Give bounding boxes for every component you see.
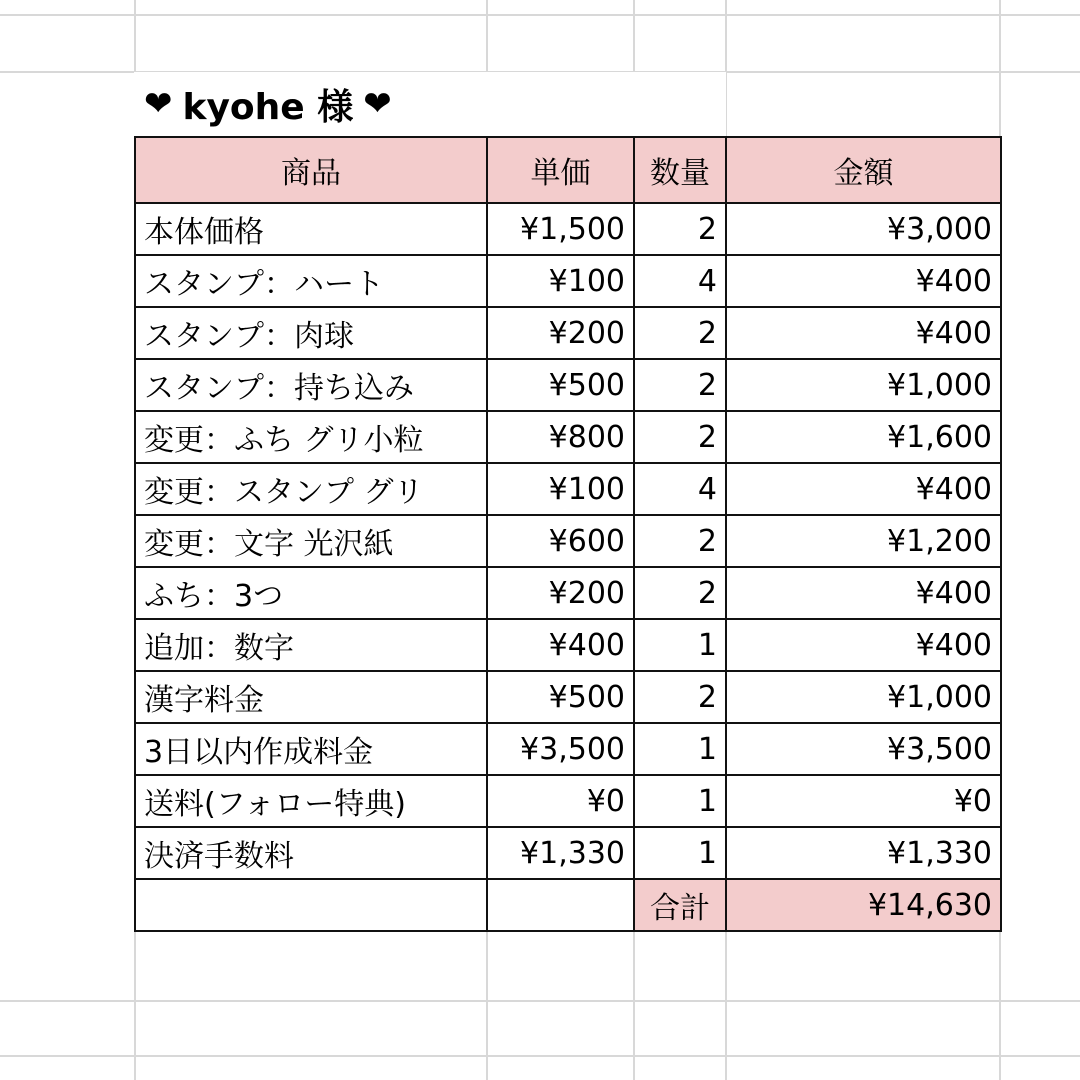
amount-cell[interactable]: ¥1,000 — [726, 671, 1001, 723]
invoice-table — [134, 136, 1002, 932]
empty-cell[interactable] — [487, 879, 634, 931]
amount-cell[interactable]: ¥400 — [726, 307, 1001, 359]
unit-price-cell[interactable]: ¥500 — [487, 671, 634, 723]
quantity-cell[interactable]: 2 — [634, 671, 726, 723]
unit-price-cell[interactable]: ¥200 — [487, 567, 634, 619]
table-row — [135, 775, 1001, 827]
table-row — [135, 723, 1001, 775]
unit-price-cell[interactable]: ¥400 — [487, 619, 634, 671]
unit-price-cell[interactable]: ¥1,330 — [487, 827, 634, 879]
item-cell[interactable]: 変更：文字 光沢紙 — [135, 515, 487, 567]
amount-cell[interactable]: ¥0 — [726, 775, 1001, 827]
header-quantity[interactable]: 数量 — [634, 137, 726, 203]
item-cell[interactable]: 3日以内作成料金 — [135, 723, 487, 775]
table-row — [135, 619, 1001, 671]
customer-name: kyohe 様 — [182, 86, 354, 128]
unit-price-cell[interactable]: ¥500 — [487, 359, 634, 411]
heart-icon: ❤ — [363, 84, 392, 124]
header-item[interactable]: 商品 — [135, 137, 487, 203]
table-row — [135, 827, 1001, 879]
total-value[interactable]: ¥14,630 — [726, 879, 1001, 931]
table-row — [135, 463, 1001, 515]
item-cell[interactable]: 決済手数料 — [135, 827, 487, 879]
item-cell[interactable]: スタンプ：肉球 — [135, 307, 487, 359]
item-cell[interactable]: ふち：3つ — [135, 567, 487, 619]
unit-price-cell[interactable]: ¥3,500 — [487, 723, 634, 775]
item-cell[interactable]: スタンプ：ハート — [135, 255, 487, 307]
quantity-cell[interactable]: 1 — [634, 723, 726, 775]
item-cell[interactable]: 送料(フォロー特典) — [135, 775, 487, 827]
quantity-cell[interactable]: 1 — [634, 827, 726, 879]
unit-price-cell[interactable]: ¥100 — [487, 255, 634, 307]
amount-cell[interactable]: ¥1,600 — [726, 411, 1001, 463]
amount-cell[interactable]: ¥400 — [726, 463, 1001, 515]
item-cell[interactable]: 変更：ふち グリ小粒 — [135, 411, 487, 463]
table-row — [135, 567, 1001, 619]
quantity-cell[interactable]: 1 — [634, 775, 726, 827]
grid-row-line — [0, 1055, 1080, 1057]
unit-price-cell[interactable]: ¥100 — [487, 463, 634, 515]
amount-cell[interactable]: ¥1,000 — [726, 359, 1001, 411]
quantity-cell[interactable]: 2 — [634, 567, 726, 619]
grid-row-line — [0, 14, 1080, 16]
unit-price-cell[interactable]: ¥1,500 — [487, 203, 634, 255]
amount-cell[interactable]: ¥400 — [726, 619, 1001, 671]
amount-cell[interactable]: ¥1,330 — [726, 827, 1001, 879]
item-cell[interactable]: スタンプ：持ち込み — [135, 359, 487, 411]
table-row — [135, 255, 1001, 307]
table-row — [135, 359, 1001, 411]
total-label[interactable]: 合計 — [634, 879, 726, 931]
header-amount[interactable]: 金額 — [726, 137, 1001, 203]
quantity-cell[interactable]: 1 — [634, 619, 726, 671]
header-row — [135, 137, 1001, 203]
table-row — [135, 307, 1001, 359]
table-row — [135, 203, 1001, 255]
item-cell[interactable]: 変更：スタンプ グリ — [135, 463, 487, 515]
amount-cell[interactable]: ¥400 — [726, 567, 1001, 619]
unit-price-cell[interactable]: ¥600 — [487, 515, 634, 567]
quantity-cell[interactable]: 2 — [634, 515, 726, 567]
table-row — [135, 671, 1001, 723]
quantity-cell[interactable]: 2 — [634, 359, 726, 411]
amount-cell[interactable]: ¥1,200 — [726, 515, 1001, 567]
unit-price-cell[interactable]: ¥200 — [487, 307, 634, 359]
quantity-cell[interactable]: 2 — [634, 411, 726, 463]
item-cell[interactable]: 本体価格 — [135, 203, 487, 255]
amount-cell[interactable]: ¥3,500 — [726, 723, 1001, 775]
empty-cell[interactable] — [135, 879, 487, 931]
unit-price-cell[interactable]: ¥800 — [487, 411, 634, 463]
quantity-cell[interactable]: 2 — [634, 307, 726, 359]
table-row — [135, 515, 1001, 567]
total-row — [135, 879, 1001, 931]
quantity-cell[interactable]: 2 — [634, 203, 726, 255]
sheet-title[interactable] — [134, 72, 726, 136]
item-cell[interactable]: 漢字料金 — [135, 671, 487, 723]
quantity-cell[interactable]: 4 — [634, 255, 726, 307]
amount-cell[interactable]: ¥3,000 — [726, 203, 1001, 255]
header-unit-price[interactable]: 単価 — [487, 137, 634, 203]
table-row — [135, 411, 1001, 463]
amount-cell[interactable]: ¥400 — [726, 255, 1001, 307]
heart-icon: ❤ — [144, 84, 173, 124]
quantity-cell[interactable]: 4 — [634, 463, 726, 515]
unit-price-cell[interactable]: ¥0 — [487, 775, 634, 827]
item-cell[interactable]: 追加：数字 — [135, 619, 487, 671]
grid-row-line — [0, 1000, 1080, 1002]
